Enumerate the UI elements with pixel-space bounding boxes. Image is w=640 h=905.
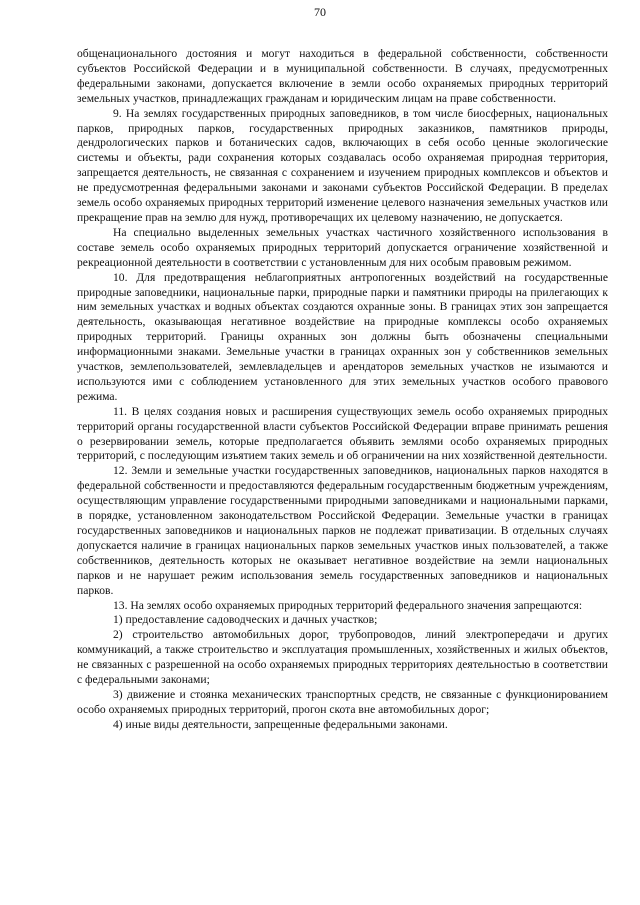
list-item-1: 1) предоставление садоводческих и дачных участков; [113,613,378,627]
document-body [77,47,608,733]
paragraph-item-11: 11. В целях создания новых и расширения существующих земель особо охраняемых природных территорий органы государственной власти субъектов Российской Федерации вправе принимать решения о резервировании земель, которые предполагается объявить землями особо охраняемых природных территорий, с последующим изъятием таких земель и об ограничении на них хозяйственной деятельности. [77,404,608,463]
paragraph-item-10: 10. Для предотвращения неблагоприятных антропогенных воздействий на государственные природные заповедники, национальные парки, природные парки и памятники природы на прилегающих к ним земельных участках и водных объектах создаются охранные зоны. В границах этих зон запрещается деятельность, оказывающая негативное воздействие на природные комплексы особо охраняемых природных территорий. Границы охранных зон должны быть обозначены специальными информационными знаками. Земельные участки в границах охранных зон у собственников земельных участков, землепользователей, землевладельцев и арендаторов земельных участков не изымаются и используются ими с соблюдением установленного для этих земельных участков особого правового режима. [77,270,608,403]
page-number: 70 [314,5,326,19]
paragraph-item-12: 12. Земли и земельные участки государственных заповедников, национальных парков находятся в федеральной собственности и предоставляются федеральным государственным бюджетным учреждениям, осуществляющим управление государственными природными заповедниками и национальными парками, в порядке, установленном законодательством Российской Федерации. Земельные участки в границах государственных заповедников и национальных парков не подлежат приватизации. В отдельных случаях допускается наличие в границах национальных парков земельных участков иных пользователей, а также собственников, деятельность которых не оказывает негативное воздействие на земли национальных парков и не нарушает режим использования земель государственных заповедников и национальных парков. [77,464,608,597]
paragraph-continuation: общенационального достояния и могут находиться в федеральной собственности, собственности субъектов Российской Федерации и в муниципальной собственности. В случаях, предусмотренных федеральными законами, допускается включение в земли особо охраняемых природных территорий земельных участков, принадлежащих гражданам и юридическим лицам на праве собственности. [77,47,608,105]
paragraph-item-9: 9. На землях государственных природных заповедников, в том числе биосферных, национальных парков, природных парков, государственных природных заказников, памятников природы, дендрологических парков и ботанических садов, включающих в себя особо ценные экологические системы и объекты, ради сохранения которых создавалась особо охраняемая природная территория, запрещается деятельность, не связанная с сохранением и изучением природных комплексов и объектов и не предусмотренная федеральными законами и законами субъектов Российской Федерации. В пределах земель особо охраняемых природных территорий изменение целевого назначения земельных участков или прекращение прав на землю для нужд, противоречащих их целевому назначению, не допускается. [77,106,608,224]
list-item-3: 3) движение и стоянка механических транспортных средств, не связанные с функционированием особо охраняемых природных территорий, прогон скота вне автомобильных дорог; [77,687,608,716]
paragraph-item-13: 13. На землях особо охраняемых природных территорий федерального значения запрещаются: [113,598,583,612]
paragraph-partial-use-plots: На специально выделенных земельных участках частичного хозяйственного использования в составе земель особо охраняемых природных территорий допускается ограничение хозяйственной и рекреационной деятельности в соответствии с установленным для них особым правовым режимом. [77,225,608,269]
list-item-4: 4) иные виды деятельности, запрещенные федеральными законами. [113,717,448,731]
list-item-2: 2) строительство автомобильных дорог, трубопроводов, линий электропередачи и других коммуникаций, а также строительство и эксплуатация промышленных, хозяйственных и жилых объектов, не связанных с разрешенной на особо охраняемых природных территориях деятельностью в соответствии с федеральными законами; [77,628,608,687]
